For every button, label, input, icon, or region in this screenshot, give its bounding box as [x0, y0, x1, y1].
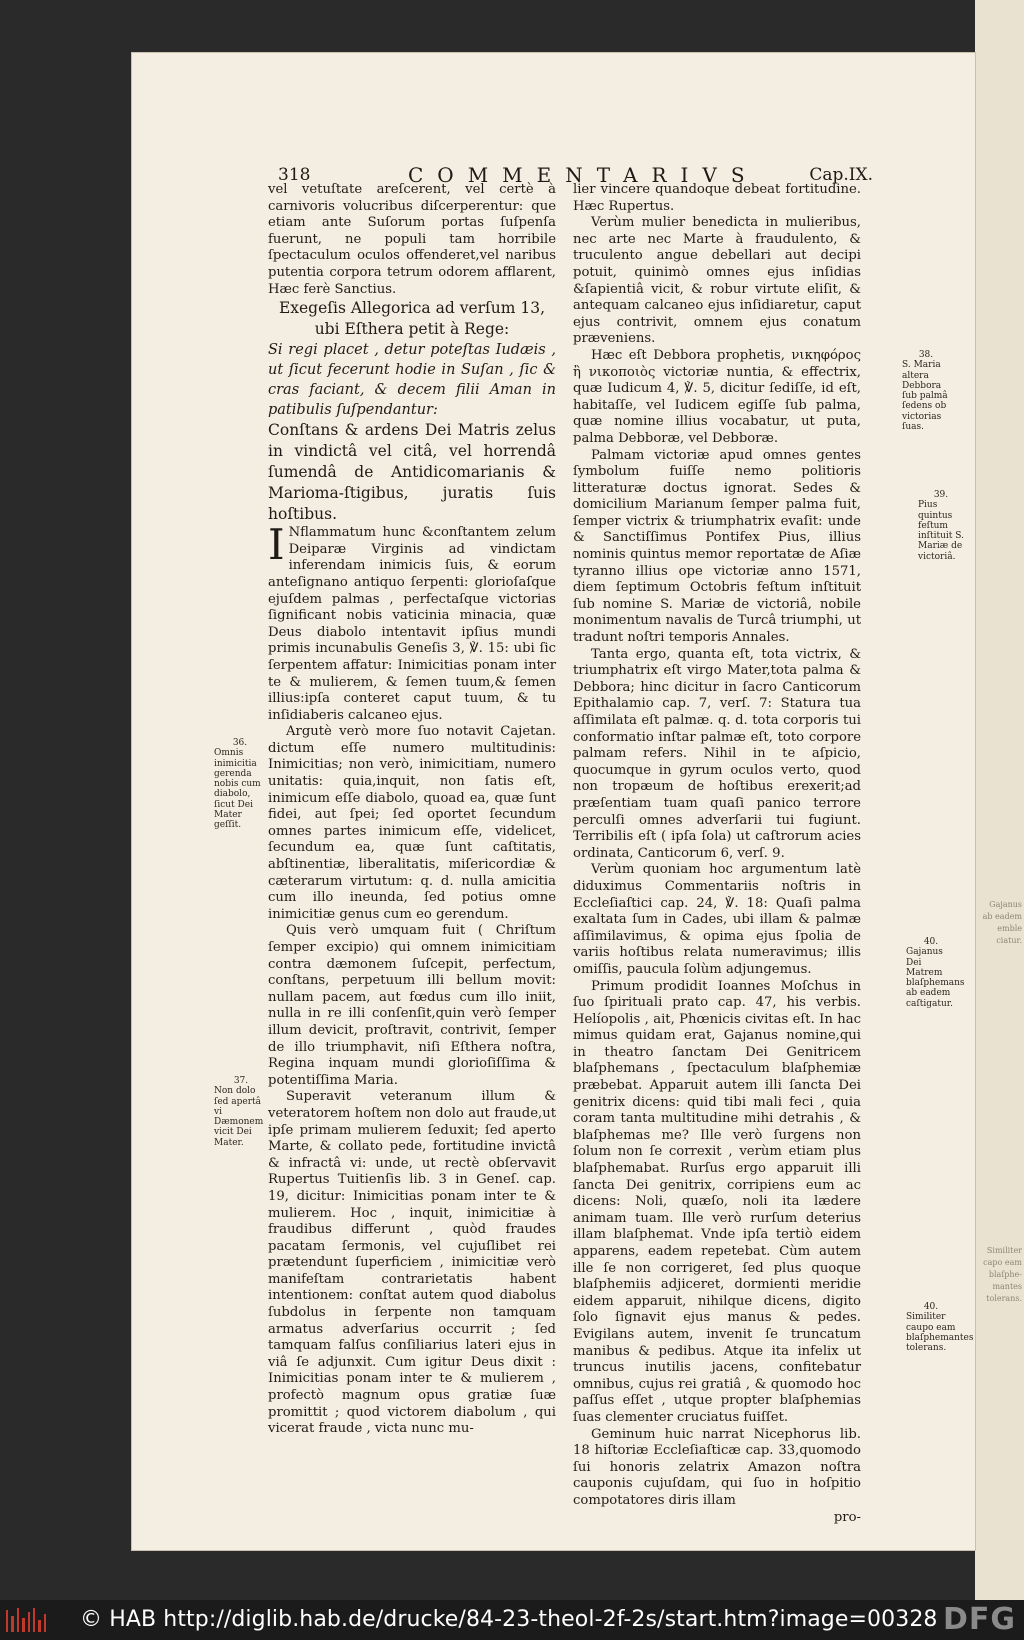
- dfg-logo: DFG: [942, 1602, 1016, 1637]
- source-link[interactable]: © HAB http://diglib.hab.de/drucke/84-23-theol-2f-2s/start.htm?image=00328: [80, 1607, 938, 1632]
- catchword: pro-: [833, 1509, 861, 1525]
- margin-note-number: 40.: [923, 937, 939, 947]
- chapter-subheading: Conſtans & ardens Dei Matris zelus in vindictâ vel citâ, vel horrendâ ſumendâ de Antidicomarianis & Marioma-ſtigibus, juratis ſuis hoſtibus.: [268, 421, 556, 524]
- margin-note: [918, 490, 964, 562]
- paragraph: Hæc eſt Debbora prophetis, νικηφόρος ἢ νικοποιὸς victoriæ nuntia, & effectrix, quæ Iudicum 4, ℣. 5, dicitur ſediſſe, id eſt, habitaſſe, vel Iudicem egiſſe ſub palma, quæ nomine illius vocabatur, ut puta, palma Debboræ, vel Debboræ.: [573, 347, 861, 446]
- margin-note-number: 39.: [933, 490, 949, 500]
- paragraph: [268, 520, 556, 724]
- margin-note: [214, 738, 266, 831]
- paragraph: lier vincere quandoque debeat fortitudine. Hæc Rupertus.: [573, 182, 861, 214]
- next-page-fragment: tolerans.: [986, 1294, 1022, 1303]
- paragraph: Verùm quoniam hoc argumentum latè diduximus Commentariis noſtris in Eccleſiaſtici cap. 24, ℣. 18: Quaſi palma exaltata ſum in Cades, ubi illam & palmæ aſſimilavimus, & opima ejus ſpolia de variis hoſtibus relata numeravimus; illis omiſſis, paucula ſolùm adjungemus.: [573, 862, 861, 977]
- paragraph: Palmam victoriæ apud omnes gentes ſymbolum fuiſſe nemo politioris litteraturæ doctus ignorat. Sedes & domicilium Marianum ſemper palma fuit, ſemper victrix & triumphatrix evaſit: unde & Sanctiſſimus Pontifex Pius, illius nominis quintus memor reportatæ de Aſiæ tyranno illius ope victoriæ anno 1571, diem ſeptimum Octobris feſtum inſtituit ſub nomine S. Mariæ de victoriâ, nobile monimentum navalis de Turcâ triumphi, ut tradunt noſtri temporis Annales.: [573, 447, 861, 646]
- margin-note-text: Pius quintus feſtum inſtituit S. Mariæ de victoriâ.: [918, 500, 964, 562]
- margin-note-number: 40.: [923, 1302, 939, 1312]
- margin-note-text: Omnis inimicitia gerenda nobis cum diabolo, ſicut Dei Mater geſſit.: [214, 748, 261, 831]
- paragraph: Quis verò umquam fuit ( Chriſtum ſemper excipio) qui omnem inimicitiam contra dæmonem ſuſcepit, perfectum, conſtans, perpetuum illi bellum movit: nullam pacem, aut fœdus cum illo iniit, nulla in re illi conſenſit,quin verò ſemper illum devicit, proſtravit, contrivit, ſemper de illo triumphavit, niſi Eſthera noſtra, Regina inquam mundi glorioſiſſima & potentiſſima Maria.: [268, 923, 556, 1088]
- drop-cap: I: [268, 520, 285, 570]
- next-page-fragment: capo eam: [983, 1258, 1022, 1267]
- next-page-fragment: blaſphe-: [988, 1270, 1022, 1279]
- margin-note: [906, 937, 965, 1009]
- paragraph: Argutè verò more ſuo notavit Cajetan. dictum eſſe numero multitudinis: Inimicitias; non verò, inimicitiam, numero unitatis: quia,inquit, non ſatis eſt, inimicum eſſe diabolo, quoad ea, quæ ſunt fidei, aut ſpei; ſed oportet ſecundum omnes partes inimicum eſſe, videlicet, ſecundum ea, quæ ſunt caſtitatis, abſtinentiæ, liberalitatis, miſericordiæ & cæterarum virtutum: q. d. nulla amicitia cum illo ineunda, ſed potius omne inimicitiæ genus cum eo gerendum.: [268, 724, 556, 922]
- paragraph: Geminum huic narrat Nicephorus lib. 18 hiſtoriæ Eccleſiaſticæ cap. 33,quomodo ſui honoris zelatrix Amazon noſtra cauponis cujuſdam, qui ſuo in hoſpitio compotatores diris illam: [573, 1426, 861, 1508]
- margin-note: [906, 1302, 974, 1354]
- margin-note-number: 37.: [233, 1076, 249, 1086]
- scripture-verse: Si regi placet , detur poteſtas Iudæis , ut ſicut fecerunt hodie in Suſan , ſic & cras faciant, & decem filii Aman in patibulis ſuſpendantur:: [268, 342, 556, 419]
- paragraph: vel vetuſtate areſcerent, vel certè à carnivoris volucribus diſcerperentur: que etiam ante Suſorum portas ſuſpenſa fuerunt, ne populi tam horribile ſpectaculum oculos offenderet,vel naribus putentia corpora tetrum odorem afflarent, Hæc ferè Sanctius.: [268, 182, 556, 297]
- margin-note-text: Non dolo ſed apertâ vi Dæmonem vicit Dei Mater.: [214, 1086, 264, 1148]
- margin-note: [214, 1076, 268, 1148]
- margin-note-number: 38.: [918, 350, 934, 360]
- paragraph-text: Nflammatum hunc &conſtantem zelum Deiparæ Virginis ad vindictam inferendam inimicis ſuis, & eorum anteſignano antiquo ſerpenti: glorioſaſque ejuſdem palmas , perfectaſque victorias ſignificant nobis vaticinia minacia, quæ Deus diabolo intentavit ipſius mundi primis incunabulis Geneſis 3, ℣. 15: ubi ſic ſerpentem affatur: Inimicitias ponam inter te & mulierem, & ſemen tuum,& ſemen illius:ipſa conteret caput tuum, & tu inſidiaberis calcaneo ejus.: [268, 525, 556, 723]
- next-page-fragment: ciatur.: [996, 936, 1022, 945]
- chapter-label: Cap.IX.: [809, 165, 873, 185]
- right-column: [573, 182, 861, 1526]
- margin-note-text: S. Maria altera Debbora ſub palmâ ſedens ob victorias ſuas.: [902, 360, 948, 433]
- margin-note-number: 36.: [232, 738, 248, 748]
- hab-logo-icon: [6, 1608, 46, 1632]
- adjacent-page-edge: [975, 0, 1024, 1600]
- paragraph: Tanta ergo, quanta eſt, tota victrix, & triumphatrix eſt virgo Mater,tota palma & Debbora; hinc dicitur in ſacro Canticorum Epithalamio cap. 7, verſ. 7: Statura tua aſſimilata eſt palmæ. q. d. tota corporis tui conformatio inſtar palmæ eſt, toto corpore palmam refers. Nihil in te aſpicio, quocumque in gyrum oculos verto, quod non tropæum de hoſtibus erexerit;ad præſentiam tuam quaſi panico terrore perculſi omnes adverſarii tui fugiunt. Terribilis eſt ( ipſa ſola) ut caſtrorum acies ordinata, Canticorum 6, verſ. 9.: [573, 646, 861, 861]
- next-page-fragment: mantes: [992, 1282, 1022, 1291]
- viewer-footer: [0, 1600, 1024, 1640]
- margin-note-text: Gajanus Dei Matrem blaſphemans ab eadem caſtigatur.: [906, 947, 965, 1009]
- paragraph: Superavit veteranum illum & veteratorem hoſtem non dolo aut fraude,ut ipſe primam mulierem ſeduxit; ſed aperto Marte, & collato pede, fortitudine invictâ & infractâ vi: unde, ut rectè obſervavit Rupertus Tuitienſis lib. 3 in Geneſ. cap. 19, dicitur: Inimicitias ponam inter te & mulierem. Hoc , inquit, inimicitiæ à fraudibus differunt , quòd fraudes pacatam ſermonis, vel cujuſlibet rei prætendunt ſuperficiem , inimicitiæ verò manifeſtam contrarietatis habent intentionem: conſtat autem quod diabolus ſubdolus in ſerpente non tamquam armatus adverſarius occurrit ; ſed tamquam falſus conſiliarius lateri ejus in viâ ſe adjunxit. Cum igitur Deus dixit : Inimicitias ponam inter te & mulierem , profectò magnum opus gratiæ ſuæ promittit ; quod victorem diabolum , qui vicerat fraude , victa nunc mu-: [268, 1089, 556, 1437]
- next-page-fragment: Similiter: [986, 1246, 1022, 1255]
- running-title: COMMENTARIVS: [408, 163, 759, 187]
- next-page-fragment: ab eadem: [982, 912, 1022, 921]
- section-heading: Exegeſis Allegorica ad verſum 13, ubi Eſthera petit à Rege:: [278, 299, 546, 339]
- paragraph: Verùm mulier benedicta in mulieribus, nec arte nec Marte à fraudulento, & truculento angue debellari aut decipi potuit, quinimò omnes ejus inſidias &ſapientiâ vicit, & robur virtute eliſit, & antequam calcaneo ejus inſidiaretur, caput ejus contrivit, omnem ejus conatum præveniens.: [573, 215, 861, 347]
- paragraph: Primum prodidit Ioannes Moſchus in ſuo ſpirituali prato cap. 47, his verbis. Helíopolis , ait, Phœnicis civitas eſt. In hac mimus quidam erat, Gajanus nomine,qui in theatro ſanctam Dei Genitricem blaſphemans , ſpectaculum blaſphemiæ præbebat. Apparuit autem illi ſancta Dei genitrix dicens: quid tibi mali feci , quia coram tanta multitudine mihi detrahis , & blaſphemas me? Ille verò ſurgens non ſolum non ſe correxit , verùm etiam plus blaſphemabat. Rurſus ergo apparuit illi ſancta Dei genitrix, corripiens eum ac dicens: Noli, quæſo, noli ita lædere animam tuam. Ille verò rurſum deterius illam blaſphemat. Vnde ipſa tertiò eidem apparens, eadem repetebat. Cùm autem ille ſe non corrigeret, ſed plus quoque blaſphemiis adjiceret, dormienti meridie eidem apparuit, nihilque dicens, digito ſolo ſignavit ejus manus & pedes. Evigilans autem, invenit ſe truncatum manibus & pedibus. Atque ita infelix ut truncus inutilis jacens, confitebatur omnibus, cujus rei gratiâ , & quomodo hoc paſſus eſſet , utque propter blaſphemias ſuas clementer cruciatus fuiſſet.: [573, 978, 861, 1425]
- next-page-fragment: Gajanus: [989, 900, 1022, 909]
- left-column: [268, 182, 556, 1438]
- page-number: 318: [278, 165, 311, 185]
- margin-note-text: Similiter caupo eam blaſphemantes tolerans.: [906, 1312, 974, 1354]
- margin-note: [902, 350, 950, 432]
- next-page-fragment: emble: [997, 924, 1022, 933]
